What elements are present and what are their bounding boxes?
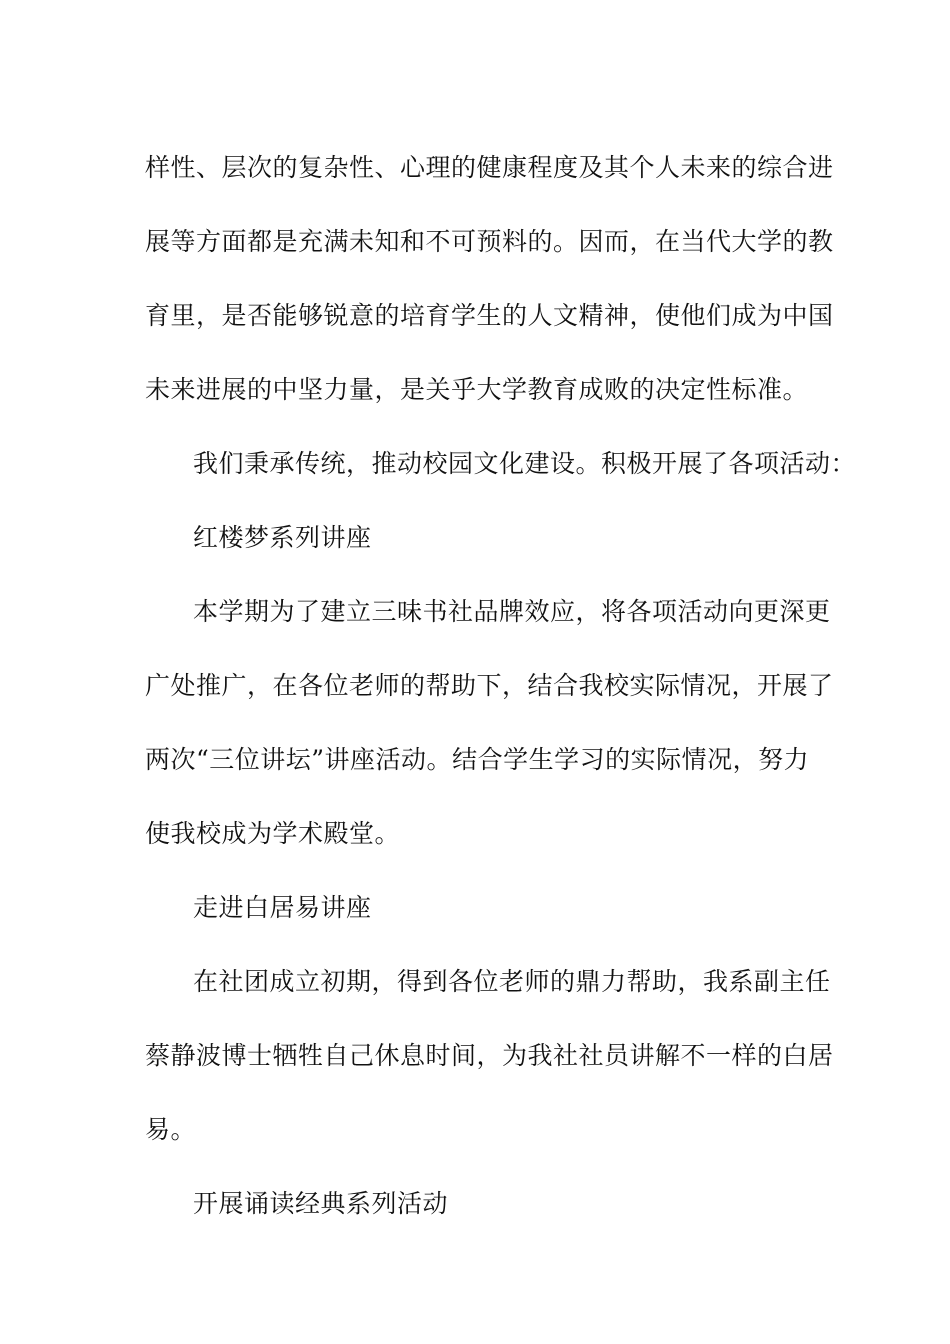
text-line: 本学期为了建立三味书社品牌效应，将各项活动向更深更 (193, 597, 831, 626)
text-line: 在社团成立初期，得到各位老师的鼎力帮助，我系副主任 (193, 967, 831, 996)
paragraph-3 (145, 575, 834, 871)
text-line: 我们秉承传统，推动校园文化建设。积极开展了各项活动： (193, 449, 857, 478)
section-heading: 红楼梦系列讲座 (193, 523, 372, 552)
paragraph-4 (145, 945, 834, 1167)
text-line: 蔡静波博士牺牲自己休息时间，为我社社员讲解不一样的白居 (145, 1041, 834, 1070)
document-body (145, 131, 857, 1241)
section-heading-baijuyi (145, 871, 807, 945)
text-line: 易。 (145, 1115, 197, 1144)
text-line: 育里，是否能够锐意的培育学生的人文精神，使他们成为中国 (145, 301, 834, 330)
text-line: 两次“三位讲坛”讲座活动。结合学生学习的实际情况，努力 (145, 745, 810, 774)
text-line: 展等方面都是充满未知和不可预料的。因而，在当代大学的教 (145, 227, 834, 256)
section-heading: 开展诵读经典系列活动 (193, 1189, 449, 1218)
text-line: 使我校成为学术殿堂。 (145, 819, 401, 848)
section-heading: 走进白居易讲座 (193, 893, 372, 922)
text-line: 样性、层次的复杂性、心理的健康程度及其个人未来的综合进 (145, 153, 834, 182)
text-line: 广处推广，在各位老师的帮助下，结合我校实际情况，开展了 (145, 671, 834, 700)
paragraph-2 (145, 427, 857, 501)
section-heading-songdu (145, 1167, 807, 1241)
paragraph-1 (145, 131, 834, 427)
section-heading-hongloumeng (145, 501, 807, 575)
text-line: 未来进展的中坚力量，是关乎大学教育成败的决定性标准。 (145, 375, 809, 404)
